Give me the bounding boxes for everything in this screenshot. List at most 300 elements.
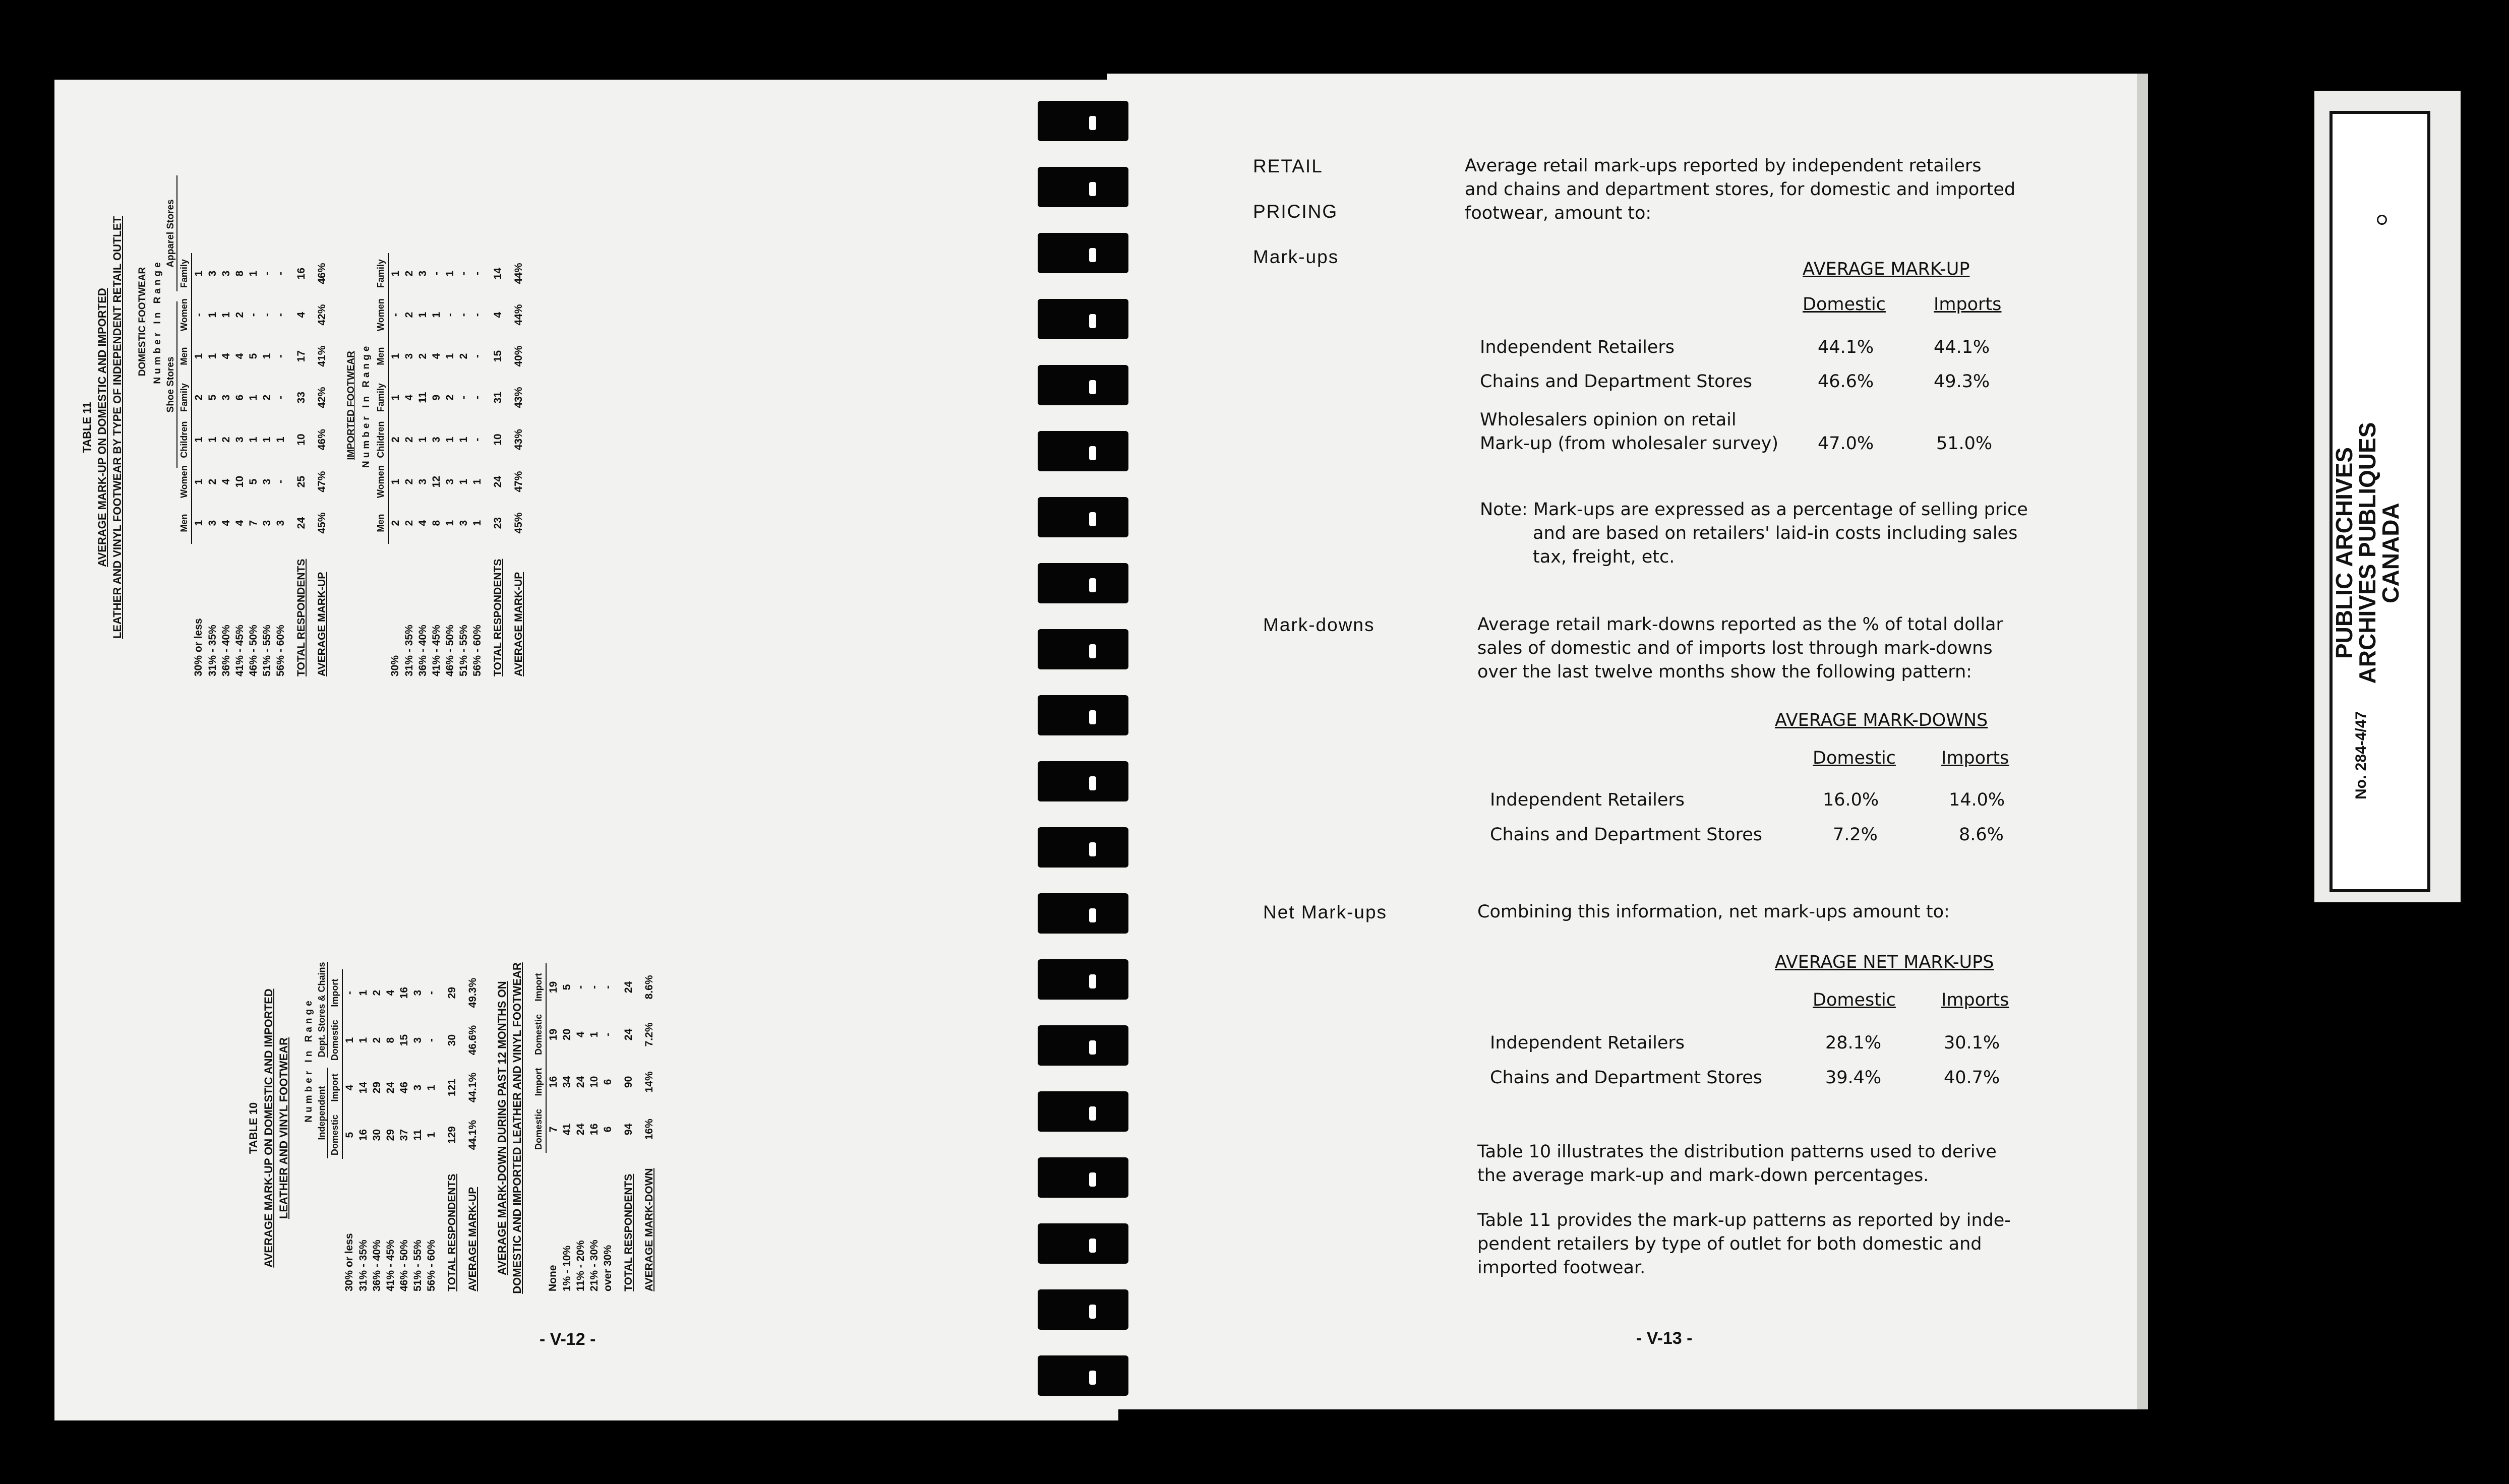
- table-cell: 6: [602, 1126, 614, 1133]
- table-cell: 2: [389, 437, 401, 443]
- markup-row-1-domestic: 44.1%: [1818, 337, 1874, 357]
- row-label: 41% - 45%: [233, 625, 246, 676]
- table-cell: 90: [622, 1076, 634, 1088]
- table-10-title-3: LEATHER AND VINYL FOOTWEAR: [277, 1037, 290, 1219]
- table-cell: 3: [206, 520, 218, 526]
- intro-line-3: footwear, amount to:: [1465, 203, 1652, 223]
- table-row: [560, 963, 574, 1294]
- row-label: 46% - 50%: [444, 625, 456, 676]
- row-label: 56% - 60%: [471, 625, 483, 676]
- binding-highlight: [1089, 974, 1096, 988]
- binding-ring: [1038, 1289, 1128, 1330]
- table-cell: 4: [220, 353, 232, 359]
- binding-ring: [1038, 629, 1128, 669]
- binding-ring: [1038, 299, 1128, 339]
- table-cell: 34: [561, 1076, 573, 1088]
- table-row: [206, 253, 219, 679]
- table-cell: 2: [371, 990, 383, 996]
- table-10-markdown: [532, 963, 656, 1294]
- table-cell: -: [274, 313, 286, 317]
- table-cell: 1: [193, 520, 205, 526]
- table-cell: 1: [357, 990, 369, 996]
- table-cell: 41: [561, 1123, 573, 1136]
- table-cell: 3: [411, 1084, 424, 1091]
- table-cell: -: [471, 272, 483, 276]
- table-cell: 14: [492, 267, 504, 280]
- row-label: 41% - 45%: [384, 1240, 396, 1291]
- column-header: Family: [177, 253, 192, 294]
- table-cell: -: [343, 991, 355, 995]
- table-cell: -: [588, 985, 600, 989]
- table-row: [370, 969, 384, 1294]
- table-cell: 4: [574, 1031, 586, 1038]
- table-cell: 121: [446, 1079, 458, 1097]
- table-cell: 43%: [512, 429, 524, 451]
- table-cell: 29: [446, 986, 458, 999]
- table-row: [402, 253, 416, 679]
- binding-highlight: [1089, 1040, 1096, 1055]
- table-cell: 29: [371, 1081, 383, 1094]
- table-row: [397, 969, 411, 1294]
- table-cell: 10: [492, 434, 504, 446]
- note-line-3: tax, freight, etc.: [1533, 547, 1675, 567]
- table-cell: 31: [492, 391, 504, 404]
- table-cell: 30: [446, 1034, 458, 1046]
- row-label: 30% or less: [193, 618, 204, 676]
- table-row: [411, 969, 425, 1294]
- column-header: Women: [374, 461, 388, 503]
- para-table11-line-2: pendent retailers by type of outlet for both domestic and: [1477, 1234, 1982, 1254]
- table-cell: 2: [371, 1037, 383, 1043]
- binding-ring: [1038, 233, 1128, 273]
- row-label: 21% - 30%: [588, 1240, 600, 1291]
- table-cell: 10: [295, 434, 307, 446]
- table-cell: 1: [430, 312, 442, 318]
- markup-row-2-label: Chains and Department Stores: [1480, 372, 1752, 392]
- table-cell: 24: [574, 1123, 586, 1136]
- table-cell: 44%: [512, 304, 524, 326]
- note-line-1: Note: Mark-ups are expressed as a percentage of selling price: [1480, 500, 2028, 520]
- table-row: [546, 963, 560, 1294]
- table-cell: 33: [295, 391, 307, 404]
- table-cell: 4: [220, 478, 232, 485]
- table-cell: 3: [233, 437, 246, 443]
- note-line-2: and are based on retailers' laid-in costs including sales: [1533, 523, 2018, 543]
- archive-line-1: PUBLIC ARCHIVES: [2331, 447, 2357, 659]
- column-header: Import: [532, 1058, 546, 1105]
- row-label: 36% - 40%: [371, 1240, 383, 1291]
- table-10-markup: [328, 969, 480, 1294]
- table-11-title-3: LEATHER AND VINYL FOOTWEAR BY TYPE OF INDEPENDENT RETAIL OUTLET: [111, 216, 124, 639]
- binding-highlight: [1089, 116, 1096, 130]
- table-cell: 4: [403, 394, 415, 401]
- table-cell: -: [471, 438, 483, 442]
- table-cell: 24: [492, 475, 504, 488]
- wholesale-label-2: Mark-up (from wholesaler survey): [1480, 434, 1779, 454]
- table-11-imported-heading: IMPORTED FOOTWEAR: [346, 351, 356, 460]
- column-header: Men: [177, 503, 192, 544]
- column-header: Family: [177, 377, 192, 418]
- table-row: [459, 969, 480, 1294]
- table-cell: 1: [274, 437, 286, 443]
- table-cell: 3: [274, 520, 286, 526]
- para-table11-line-3: imported footwear.: [1477, 1258, 1646, 1278]
- binding-highlight: [1089, 512, 1096, 526]
- table-cell: 14%: [643, 1071, 655, 1093]
- table-10-md-title-1: AVERAGE MARK-DOWN DURING PAST 12 MONTHS ON: [496, 981, 508, 1275]
- table-row: [287, 253, 308, 679]
- markup-row-2-domestic: 46.6%: [1818, 372, 1874, 392]
- column-header: Import: [532, 963, 546, 1011]
- table-cell: 46.6%: [466, 1025, 479, 1056]
- table-cell: 12: [430, 475, 442, 488]
- table-cell: 1: [193, 270, 205, 277]
- archive-line-2: ARCHIVES PUBLIQUES: [2354, 422, 2380, 684]
- table-cell: 46: [398, 1081, 410, 1094]
- archive-card: [2314, 91, 2461, 902]
- table-cell: 1: [416, 437, 429, 443]
- table-cell: 16: [398, 986, 410, 999]
- table-cell: 24: [295, 517, 307, 529]
- net-row-2-domestic: 39.4%: [1825, 1068, 1882, 1088]
- table-cell: -: [274, 272, 286, 276]
- table-row: [356, 969, 370, 1294]
- table-cell: 1: [425, 1084, 437, 1091]
- markup-col-imports: Imports: [1934, 294, 2002, 315]
- markdown-row-2-label: Chains and Department Stores: [1490, 825, 1762, 845]
- table-10-group-dept: Dept. Stores & Chains: [317, 962, 328, 1058]
- table-cell: 3: [220, 270, 232, 277]
- table-cell: 2: [457, 353, 469, 359]
- markup-row-1-imports: 44.1%: [1934, 337, 1990, 357]
- table-row: [635, 963, 656, 1294]
- table-cell: 49.3%: [466, 977, 479, 1008]
- table-cell: 8: [430, 520, 442, 526]
- markup-col-domestic: Domestic: [1803, 294, 1886, 315]
- table-cell: 7: [547, 1126, 559, 1133]
- row-label: AVERAGE MARK-UP: [466, 1187, 479, 1291]
- table-cell: -: [261, 313, 273, 317]
- markdown-col-imports: Imports: [1941, 748, 2009, 768]
- table-cell: 4: [233, 353, 246, 359]
- markdown-row-2-imports: 8.6%: [1959, 825, 2004, 845]
- row-label: over 30%: [602, 1245, 614, 1291]
- table-cell: 3: [206, 270, 218, 277]
- table-cell: 16: [357, 1129, 369, 1141]
- row-label: 31% - 35%: [206, 625, 218, 676]
- table-cell: 1: [206, 312, 218, 318]
- heading-pricing: PRICING: [1253, 201, 1338, 222]
- table-cell: 10: [588, 1076, 600, 1088]
- row-label: AVERAGE MARK-DOWN: [643, 1168, 655, 1291]
- binding-ring: [1038, 563, 1128, 603]
- table-cell: -: [602, 985, 614, 989]
- table-cell: 1: [389, 394, 401, 401]
- binding-highlight: [1089, 776, 1096, 790]
- table-cell: 42%: [316, 304, 328, 326]
- table-row: [219, 253, 233, 679]
- table-cell: 47%: [316, 471, 328, 492]
- binding-ring: [1038, 1025, 1128, 1066]
- column-header: Children: [177, 418, 192, 461]
- table-cell: 2: [403, 437, 415, 443]
- markup-row-1-label: Independent Retailers: [1480, 337, 1675, 357]
- table-row: [438, 969, 459, 1294]
- table-10-group-independent: Independent: [317, 1068, 328, 1158]
- table-cell: 1: [444, 270, 456, 277]
- table-row: [416, 253, 430, 679]
- table-cell: -: [193, 313, 205, 317]
- table-cell: 3: [457, 520, 469, 526]
- table-row: [484, 253, 505, 679]
- table-row: [308, 253, 329, 679]
- row-label: AVERAGE MARK-UP: [316, 572, 328, 676]
- table-11-group-apparel: Apparel Stores: [165, 175, 177, 291]
- table-cell: 11: [411, 1129, 424, 1141]
- row-label: 31% - 35%: [403, 625, 415, 676]
- binding-ring: [1038, 893, 1128, 934]
- heading-markups: Mark-ups: [1253, 246, 1339, 267]
- table-cell: 8.6%: [643, 975, 655, 1000]
- table-cell: -: [574, 985, 586, 989]
- table-row: [601, 963, 615, 1294]
- net-row-1-imports: 30.1%: [1944, 1033, 2000, 1053]
- table-cell: 15: [492, 350, 504, 362]
- table-cell: 4: [430, 353, 442, 359]
- column-header: Women: [177, 294, 192, 336]
- table-row: [587, 963, 601, 1294]
- markdown-col-domestic: Domestic: [1813, 748, 1896, 768]
- table-11-group-shoe: Shoe Stores: [165, 301, 177, 468]
- column-header: Domestic: [532, 1011, 546, 1058]
- table-cell: 1: [416, 312, 429, 318]
- table-cell: 37: [398, 1129, 410, 1141]
- table-cell: 3: [403, 353, 415, 359]
- table-cell: 1: [206, 353, 218, 359]
- table-row: [443, 253, 457, 679]
- net-col-domestic: Domestic: [1813, 990, 1896, 1010]
- binding-highlight: [1089, 1305, 1096, 1319]
- table-cell: 30: [371, 1129, 383, 1141]
- table-cell: 2: [403, 312, 415, 318]
- row-label: 51% - 55%: [457, 625, 469, 676]
- column-header: Domestic: [328, 1017, 342, 1064]
- table-cell: 1: [389, 478, 401, 485]
- table-cell: 24: [384, 1081, 396, 1094]
- row-label: 46% - 50%: [247, 625, 259, 676]
- table-cell: 1: [193, 478, 205, 485]
- net-intro: Combining this information, net mark-ups amount to:: [1477, 902, 1950, 922]
- binding-highlight: [1089, 1106, 1096, 1121]
- row-label: 41% - 45%: [430, 625, 442, 676]
- table-cell: 46%: [316, 263, 328, 284]
- row-label: 30% or less: [343, 1233, 355, 1291]
- table-cell: 1: [193, 353, 205, 359]
- table-cell: 4: [295, 312, 307, 318]
- table-cell: 1: [457, 437, 469, 443]
- table-11-domestic: [177, 253, 329, 679]
- table-cell: 1: [261, 353, 273, 359]
- table-cell: 4: [492, 312, 504, 318]
- archive-line-3: CANADA: [2377, 503, 2404, 603]
- table-cell: 29: [384, 1129, 396, 1141]
- table-cell: -: [425, 991, 437, 995]
- table-cell: -: [602, 1032, 614, 1036]
- table-cell: 1: [193, 437, 205, 443]
- table-cell: 6: [602, 1079, 614, 1085]
- wholesale-label-1: Wholesalers opinion on retail: [1480, 410, 1737, 430]
- table-cell: 1: [261, 437, 273, 443]
- column-header: Import: [328, 969, 342, 1017]
- markdown-intro-2: sales of domestic and of imports lost through mark-downs: [1477, 638, 1993, 658]
- row-label: 31% - 35%: [357, 1240, 369, 1291]
- column-header: Men: [374, 503, 388, 544]
- page-number-right: - V-13 -: [1636, 1329, 1693, 1348]
- table-cell: 8: [384, 1037, 396, 1043]
- right-page: [1107, 74, 2148, 1409]
- binding-highlight: [1089, 908, 1096, 922]
- table-cell: 44%: [512, 263, 524, 284]
- table-cell: 1: [247, 394, 259, 401]
- column-header: Children: [374, 418, 388, 461]
- table-cell: 16: [547, 1076, 559, 1088]
- table-cell: 2: [389, 520, 401, 526]
- net-row-1-label: Independent Retailers: [1490, 1033, 1685, 1053]
- row-label: 46% - 50%: [398, 1240, 410, 1291]
- table-cell: -: [430, 272, 442, 276]
- table-10-number-in-range: Number In Range: [304, 998, 314, 1123]
- binding-ring: [1038, 101, 1128, 141]
- intro-line-2: and chains and department stores, for domestic and imported: [1465, 179, 2016, 200]
- table-cell: 5: [247, 478, 259, 485]
- table-cell: -: [261, 272, 273, 276]
- archive-reference: No. 284-4/47: [2353, 711, 2369, 799]
- row-label: 56% - 60%: [274, 625, 286, 676]
- binding-ring: [1038, 1157, 1128, 1198]
- table-cell: 2: [220, 437, 232, 443]
- row-label: TOTAL RESPONDENTS: [446, 1173, 458, 1291]
- table-cell: 16: [588, 1123, 600, 1136]
- table-cell: 3: [411, 990, 424, 996]
- table-11-title-1: TABLE 11: [81, 402, 93, 453]
- card-hole-icon: [2377, 215, 2387, 225]
- binding-ring: [1038, 1091, 1128, 1132]
- table-cell: -: [471, 313, 483, 317]
- table-row: [457, 253, 470, 679]
- binding-ring: [1038, 1223, 1128, 1264]
- table-cell: 1: [206, 437, 218, 443]
- binding-ring: [1038, 365, 1128, 405]
- table-cell: 40%: [512, 345, 524, 367]
- table-cell: 1: [425, 1132, 437, 1138]
- table-cell: 2: [416, 353, 429, 359]
- page-number-left: - V-12 -: [540, 1330, 596, 1349]
- table-row: [274, 253, 287, 679]
- column-header: Women: [374, 294, 388, 336]
- table-cell: -: [389, 313, 401, 317]
- column-header: Family: [374, 377, 388, 418]
- markdown-row-2-domestic: 7.2%: [1833, 825, 1878, 845]
- table-cell: 2: [444, 394, 456, 401]
- table-cell: 4: [416, 520, 429, 526]
- table-cell: 5: [206, 394, 218, 401]
- binding-ring: [1038, 959, 1128, 1000]
- binding-ring: [1038, 1355, 1128, 1396]
- table-row: [615, 963, 635, 1294]
- table-10-title-1: TABLE 10: [247, 1102, 260, 1154]
- row-label: TOTAL RESPONDENTS: [295, 559, 307, 676]
- net-row-2-label: Chains and Department Stores: [1490, 1068, 1762, 1088]
- table-cell: -: [471, 354, 483, 358]
- table-cell: 1: [357, 1037, 369, 1043]
- table-cell: 44.1%: [466, 1120, 479, 1150]
- table-cell: 3: [416, 478, 429, 485]
- table-cell: 24: [622, 981, 634, 994]
- markdown-table-title: AVERAGE MARK-DOWNS: [1775, 710, 1988, 730]
- table-11-title-2: AVERAGE MARK-UP ON DOMESTIC AND IMPORTED: [96, 288, 108, 567]
- table-cell: 7.2%: [643, 1022, 655, 1047]
- table-10-md-title-2: DOMESTIC AND IMPORTED LEATHER AND VINYL FOOTWEAR: [511, 962, 523, 1294]
- table-cell: 15: [398, 1034, 410, 1046]
- table-cell: 47%: [512, 471, 524, 492]
- table-11-domestic-heading: DOMESTIC FOOTWEAR: [137, 267, 148, 377]
- binding-highlight: [1089, 446, 1096, 460]
- para-table10-line-1: Table 10 illustrates the distribution patterns used to derive: [1477, 1142, 1997, 1162]
- binding-highlight: [1089, 1239, 1096, 1253]
- table-11: [80, 175, 525, 679]
- table-cell: 10: [233, 475, 246, 488]
- table-row: [388, 253, 402, 679]
- table-cell: 1: [247, 270, 259, 277]
- table-cell: -: [457, 313, 469, 317]
- table-cell: -: [457, 272, 469, 276]
- table-cell: 2: [233, 312, 246, 318]
- row-label: 30%: [389, 655, 401, 676]
- column-header: Domestic: [532, 1105, 546, 1153]
- heading-retail: RETAIL: [1253, 156, 1323, 176]
- table-cell: -: [274, 354, 286, 358]
- table-cell: 44.1%: [466, 1072, 479, 1103]
- table-cell: 5: [247, 353, 259, 359]
- table-cell: 17: [295, 350, 307, 362]
- table-11-number-in-range-2: Number In Range: [361, 343, 372, 468]
- table-row: [233, 253, 247, 679]
- binding-ring: [1038, 497, 1128, 537]
- table-cell: 11: [416, 392, 429, 403]
- net-row-1-domestic: 28.1%: [1825, 1033, 1882, 1053]
- table-cell: -: [444, 313, 456, 317]
- table-row: [430, 253, 443, 679]
- table-row: [192, 253, 206, 679]
- table-row: [574, 963, 587, 1294]
- binding-highlight: [1089, 380, 1096, 394]
- markdown-intro-3: over the last twelve months show the following pattern:: [1477, 662, 1972, 682]
- table-cell: 43%: [512, 387, 524, 408]
- table-cell: 41%: [316, 345, 328, 367]
- column-header: Import: [328, 1064, 342, 1111]
- table-cell: 42%: [316, 387, 328, 408]
- binding-ring: [1038, 167, 1128, 207]
- heading-net-markups: Net Mark-ups: [1263, 902, 1388, 922]
- table-cell: 46%: [316, 429, 328, 451]
- table-row: [247, 253, 260, 679]
- header-spacer: [328, 1159, 342, 1294]
- table-cell: 1: [389, 270, 401, 277]
- column-header: Men: [177, 336, 192, 377]
- binding-highlight: [1089, 182, 1096, 196]
- table-cell: 3: [220, 394, 232, 401]
- para-table10-line-2: the average mark-up and mark-down percentages.: [1477, 1165, 1929, 1186]
